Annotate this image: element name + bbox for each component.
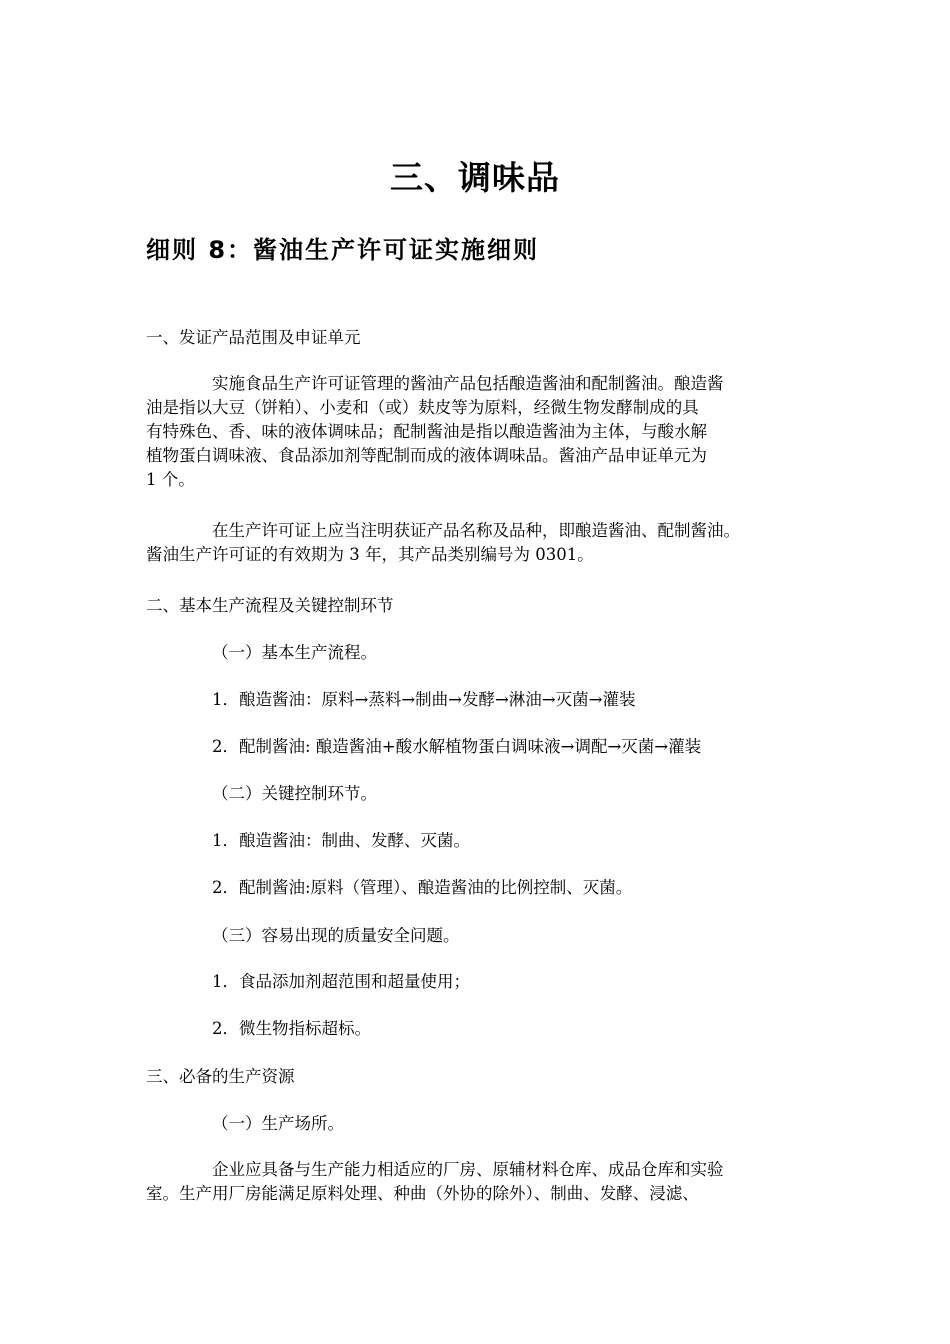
section-2-list-item: 1．酿造酱油：制曲、发酵、灭菌。 (212, 831, 470, 850)
section-2-subheading-1: （一）基本生产流程。 (212, 643, 377, 662)
chapter-title: 三、调味品 (390, 158, 560, 197)
paragraph-line: 实施食品生产许可证管理的酱油产品包括酿造酱油和配制酱油。酿造酱 (212, 374, 724, 393)
section-1-paragraph-2 (146, 519, 826, 567)
paragraph-line: 1 个。 (146, 470, 195, 489)
paragraph-line: 室。生产用厂房能满足原料处理、种曲（外协的除外）、制曲、发酵、浸滤、 (146, 1184, 699, 1203)
section-1-heading: 一、发证产品范围及申证单元 (146, 328, 361, 347)
section-2-heading: 二、基本生产流程及关键控制环节 (146, 596, 394, 615)
section-1-paragraph-1 (146, 372, 826, 492)
paragraph-line: 油是指以大豆（饼粕）、小麦和（或）麸皮等为原料，经微生物发酵制成的具 (146, 398, 699, 417)
paragraph-line: 植物蛋白调味液、食品添加剂等配制而成的液体调味品。酱油产品申证单元为 (146, 446, 707, 465)
rule-title: 细则 8：酱油生产许可证实施细则 (146, 236, 540, 264)
paragraph-line: 有特殊色、香、味的液体调味品；配制酱油是指以酿造酱油为主体，与酸水解 (146, 422, 707, 441)
section-3-subheading-1: （一）生产场所。 (212, 1114, 344, 1133)
section-2-list-item: 1．食品添加剂超范围和超量使用； (212, 972, 470, 991)
section-3-heading: 三、必备的生产资源 (146, 1067, 295, 1086)
paragraph-line: 在生产许可证上应当注明获证产品名称及品种，即酿造酱油、配制酱油。 (212, 521, 740, 540)
section-2-subheading-3: （三）容易出现的质量安全问题。 (212, 926, 460, 945)
section-2-list-item: 1．酿造酱油：原料→蒸料→制曲→发酵→淋油→灭菌→灌装 (212, 690, 636, 709)
paragraph-line: 酱油生产许可证的有效期为 3 年，其产品类别编号为 0301。 (146, 545, 594, 564)
section-2-list-item: 2．配制酱油:原料（管理）、酿造酱油的比例控制、灭菌。 (212, 878, 633, 897)
section-2-list-item: 2．配制酱油: 酿造酱油+酸水解植物蛋白调味液→调配→灭菌→灌装 (212, 737, 702, 756)
section-2-subheading-2: （二）关键控制环节。 (212, 784, 377, 803)
section-2-list-item: 2．微生物指标超标。 (212, 1019, 371, 1038)
paragraph-line: 企业应具备与生产能力相适应的厂房、原辅材料仓库、成品仓库和实验 (212, 1160, 724, 1179)
section-3-paragraph-1 (146, 1158, 826, 1206)
